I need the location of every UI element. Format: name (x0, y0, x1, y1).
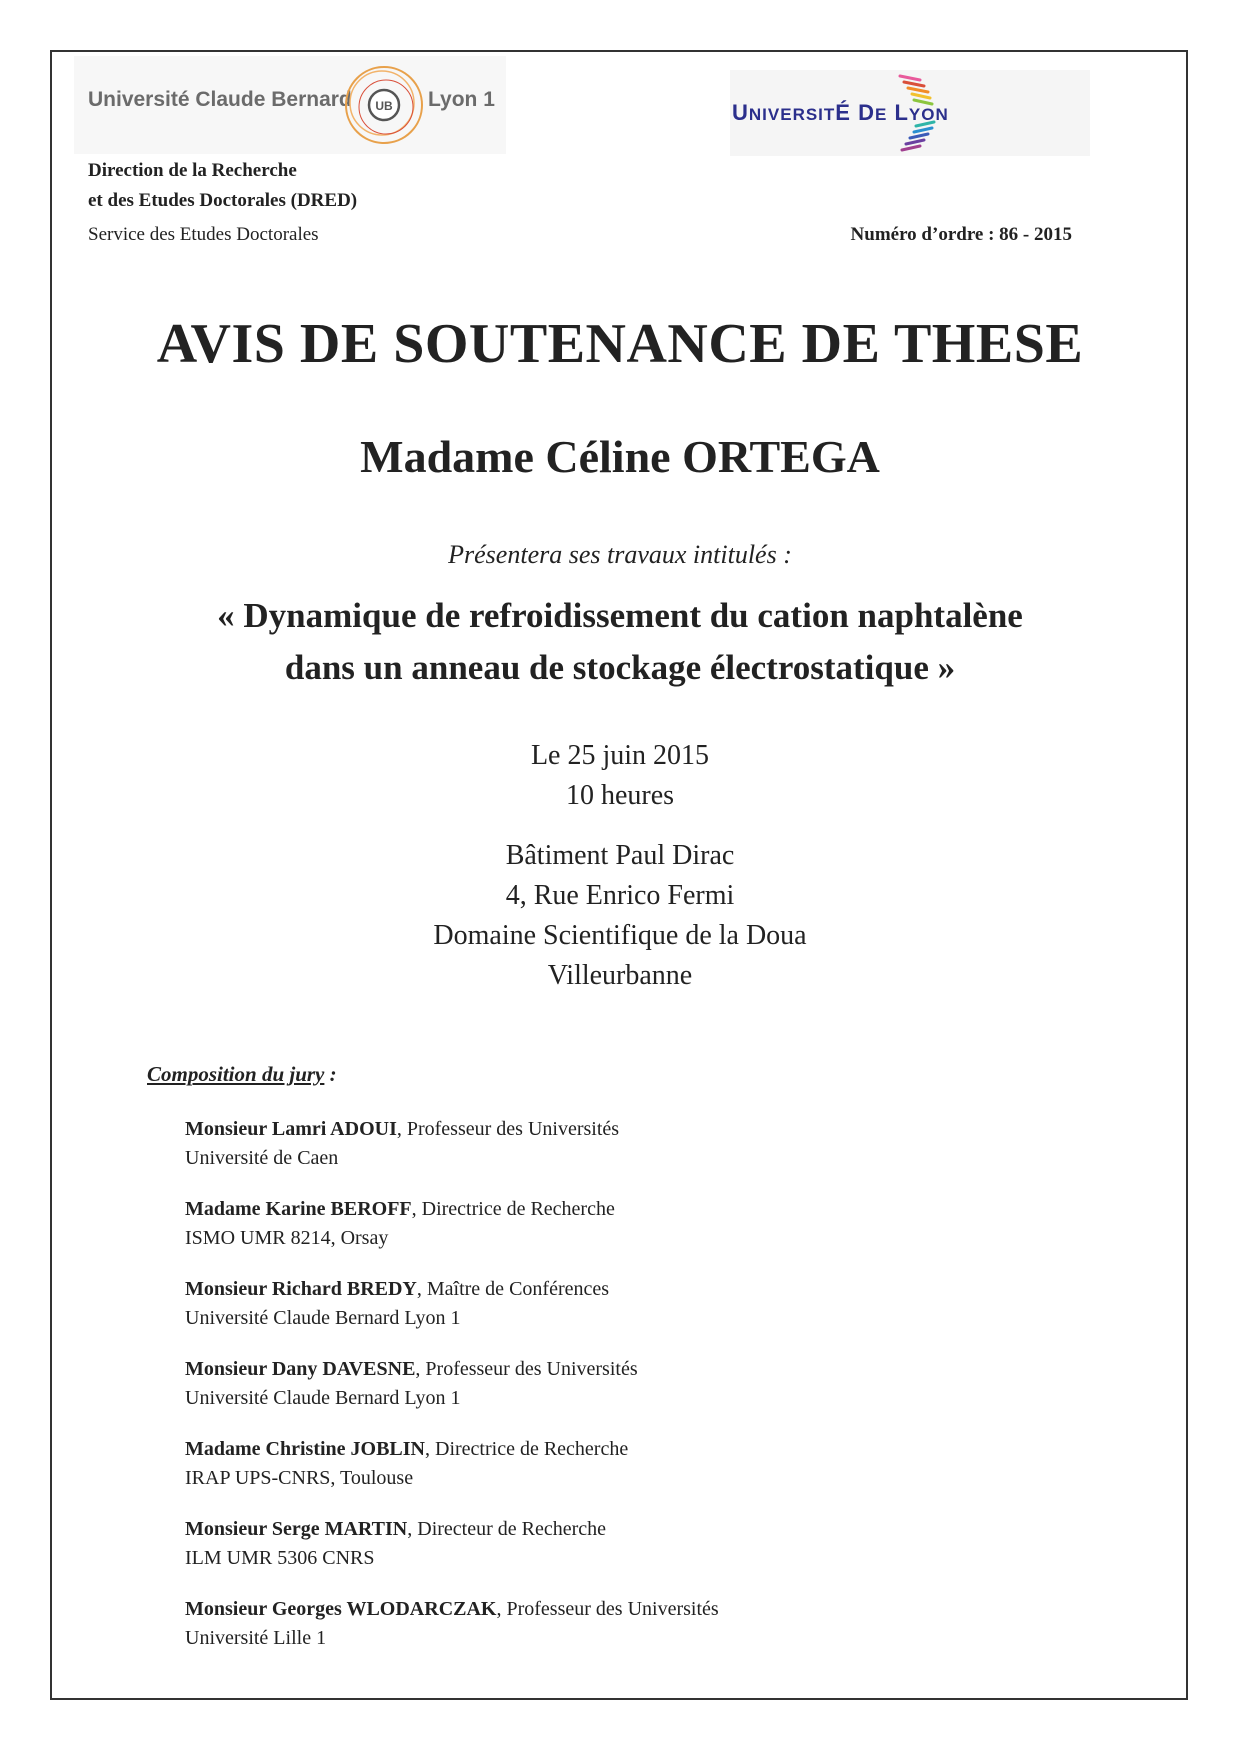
member-affiliation: Université Lille 1 (185, 1627, 327, 1649)
candidate-name: Madame Céline ORTEGA (360, 431, 880, 482)
member-name: Monsieur Dany DAVESNE (185, 1358, 416, 1380)
member-role: , Maître de Conférences (416, 1278, 610, 1300)
ucbl-logo-text: Université Claude Bernard (88, 88, 352, 111)
ucbl-logo-text-lyon: Lyon 1 (428, 88, 495, 111)
member-role: , Directrice de Recherche (411, 1198, 615, 1220)
defense-time: 10 heures (565, 780, 675, 811)
svg-text:UB: UB (375, 99, 393, 113)
jury-member (185, 1195, 719, 1253)
universite-de-lyon-text: UNIVERSITÉ DE LYON (732, 100, 949, 125)
thesis-title (50, 590, 1190, 694)
dred-line-1: Direction de la Recherche (88, 160, 297, 181)
member-role: , Professeur des Universités (396, 1118, 620, 1140)
thesis-title-line-1: « Dynamique de refroidissement du cation naphtalène (217, 596, 1023, 635)
page-title: AVIS DE SOUTENANCE DE THESE (156, 313, 1084, 375)
member-affiliation: Université de Caen (185, 1147, 339, 1169)
member-name: Monsieur Lamri ADOUI (185, 1118, 397, 1140)
member-affiliation: Université Claude Bernard Lyon 1 (185, 1387, 461, 1409)
jury-member (185, 1435, 719, 1493)
member-name: Monsieur Richard BREDY (185, 1278, 417, 1300)
member-affiliation: ILM UMR 5306 CNRS (185, 1547, 375, 1569)
jury-heading: Composition du jury : (147, 1062, 337, 1086)
member-role: , Professeur des Universités (415, 1358, 638, 1380)
member-affiliation: IRAP UPS-CNRS, Toulouse (185, 1467, 414, 1489)
jury-member (185, 1115, 719, 1173)
member-role: , Directrice de Recherche (425, 1438, 629, 1460)
ucbl-logo (74, 56, 506, 154)
member-affiliation: Université Claude Bernard Lyon 1 (185, 1307, 461, 1329)
member-role: , Professeur des Universités (496, 1598, 719, 1620)
jury-member (185, 1515, 719, 1573)
member-name: Madame Christine JOBLIN (185, 1438, 425, 1460)
defense-date: Le 25 juin 2015 (530, 740, 710, 771)
defense-location (50, 836, 1190, 996)
member-affiliation: ISMO UMR 8214, Orsay (185, 1227, 389, 1249)
member-name: Madame Karine BEROFF (185, 1198, 412, 1220)
jury-list (185, 1115, 719, 1675)
ucbl-seal-icon (342, 58, 426, 152)
universite-de-lyon-logo (730, 70, 1090, 156)
service-label: Service des Etudes Doctorales (88, 224, 319, 245)
defense-datetime (50, 736, 1190, 816)
member-name: Monsieur Serge MARTIN (185, 1518, 408, 1540)
jury-member (185, 1355, 719, 1413)
member-name: Monsieur Georges WLODARCZAK (185, 1598, 497, 1620)
jury-member (185, 1275, 719, 1333)
thesis-title-line-2: dans un anneau de stockage électrostatique » (284, 648, 956, 687)
location-city: Villeurbanne (547, 960, 693, 991)
intro-line: Présentera ses travaux intitulés : (448, 540, 792, 569)
member-role: , Directeur de Recherche (407, 1518, 607, 1540)
jury-member (185, 1595, 719, 1653)
order-number: Numéro d’ordre : 86 - 2015 (850, 224, 1072, 245)
dred-heading (88, 156, 357, 216)
location-building: Bâtiment Paul Dirac (505, 840, 735, 871)
location-street: 4, Rue Enrico Fermi (505, 880, 735, 911)
location-campus: Domaine Scientifique de la Doua (433, 920, 807, 951)
dred-line-2: et des Etudes Doctorales (DRED) (88, 190, 358, 211)
